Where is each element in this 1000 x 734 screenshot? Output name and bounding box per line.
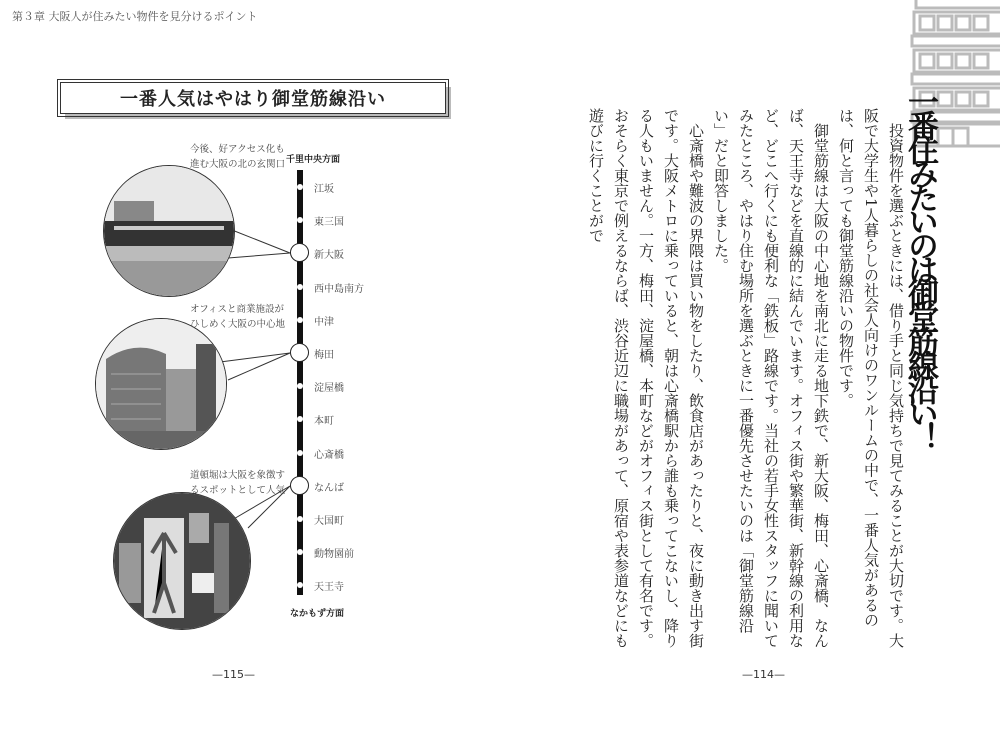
station-label: 動物園前 [314, 549, 354, 561]
station-label: 本町 [314, 416, 334, 428]
caption-namba: 道頓堀は大阪を象徴す るスポットとして人気 [190, 470, 286, 496]
station-label: 大国町 [314, 516, 344, 527]
body-text [583, 108, 908, 648]
photo-dotonbori [113, 492, 251, 630]
photo-umeda [95, 318, 227, 450]
station-label: 新大阪 [314, 250, 344, 262]
page-number-right: —114— [742, 668, 785, 681]
station-marker-icon [297, 284, 303, 290]
photo-shin-osaka [103, 165, 235, 297]
station-marker-icon [290, 476, 309, 495]
paragraph: 投資物件を選ぶときには、借り手と同じ気持ちで見てみることが大切です。大阪で大学生や1人暮らしの社会人向けのワンルームの中で、一番人気があるのは、何と言っても御堂筋線沿いの物件です。 [837, 108, 905, 648]
direction-north: 千里中央方面 [286, 155, 341, 165]
paragraph: 心斎橋や難波の界隈は買い物をしたり、飲食店があったりと、夜に動き出す街です。大阪メトロに乗っていると、朝は心斎橋駅から誰も乗ってこないし、降りる人もいません。一方、梅田、淀屋橋、本町などがオフィス街として有名です。おそらく東京で例えるならば、渋谷近辺に職場があって、原宿や表参道などにも遊びに行くことがで [587, 108, 705, 648]
direction-south: なかもず方面 [290, 609, 345, 619]
chapter-heading: 一番住みたいのは御堂筋線沿い！ [902, 86, 938, 446]
caption-shin-osaka: 今後、好アクセス化も 進む大阪の北の玄関口 [190, 144, 286, 170]
running-header: 第３章 大阪人が住みたい物件を見分けるポイント [12, 10, 258, 23]
caption-umeda: オフィスと商業施設が ひしめく大阪の中心地 [190, 304, 286, 330]
station-label: 心斎橋 [314, 449, 344, 461]
station-marker-icon [297, 184, 303, 190]
station-marker-icon [297, 450, 303, 456]
station-marker-icon [290, 343, 309, 362]
section-title-box: 一番人気はやはり御堂筋線沿い [60, 82, 446, 114]
station-label: 西中島南方 [314, 283, 364, 295]
page-number-left: —115— [212, 668, 255, 681]
station-label: 東三国 [314, 217, 344, 229]
station-marker-icon [297, 516, 303, 522]
station-label: なんば [314, 482, 344, 494]
station-label: 中津 [314, 316, 334, 328]
station-label: 江坂 [314, 184, 334, 195]
station-marker-icon [297, 317, 303, 323]
station-label: 梅田 [314, 350, 334, 361]
station-label: 天王寺 [314, 582, 344, 594]
station-label: 淀屋橋 [314, 383, 344, 395]
paragraph: 御堂筋線は大阪の中心地を南北に走る地下鉄で、新大阪、梅田、心斎橋、なんば、天王寺などを直線的に結んでいます。オフィス街や繁華街、新幹線の利用など、どこへ行くにも便利な「鉄板」路線です。当社の若手女性スタッフに聞いてみたところ、やはり住む場所を選ぶときに一番優先させたいのは「御堂筋線沿い」だと即答しました。 [712, 108, 830, 648]
